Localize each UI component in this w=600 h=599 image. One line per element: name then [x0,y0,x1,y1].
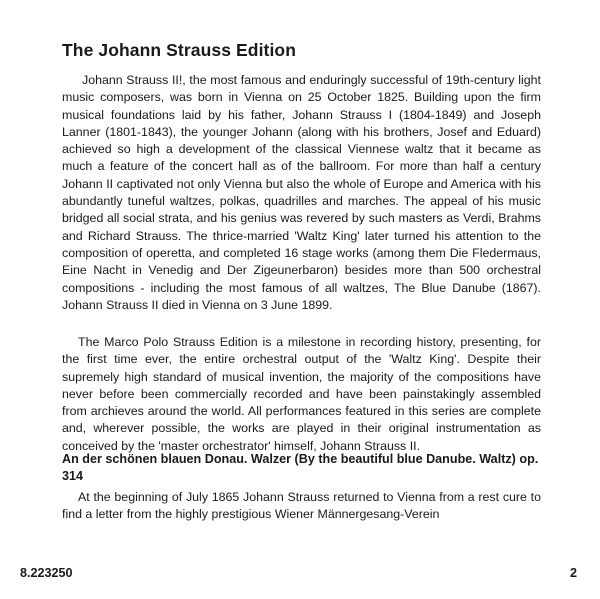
page-title: The Johann Strauss Edition [62,40,297,60]
paragraph-biography: Johann Strauss II!, the most famous and enduringly successful of 19th-century light music composers, was born in Vienna on 25 October 1825. Building upon the firm musical foundations laid by his father, Johann Strauss I (1804-1849) and Joseph Lanner (1801-1843), the younger Johann (along with his brothers, Josef and Eduard) achieved so high a development of the classical Viennese waltz that it became as much a feature of the concert hall as of the ballroom. For more than half a century Johann II captivated not only Vienna but also the whole of Europe and America with his abundantly tuneful waltzes, polkas, quadrilles and marches. The appeal of his music bridged all social strata, and his genius was revered by such masters as Verdi, Brahms and Richard Strauss. The thrice-married 'Waltz King' later turned his attention to the composition of operetta, and completed 16 stage works (among them Die Fledermaus, Eine Nacht in Venedig and Der Zigeunerbaron) besides more than 500 orchestral compositions - including the most famous of all waltzes, The Blue Danube (1867). Johann Strauss II died in Vienna on 3 June 1899. [62,73,541,312]
paragraph-blue-danube: At the beginning of July 1865 Johann Strauss returned to Vienna from a rest cure to find a letter from the highly prestigious Wiener Männergesang-Verein [62,490,541,522]
paragraph-edition: The Marco Polo Strauss Edition is a milestone in recording history, presenting, for the first time ever, the entire orchestral output of the 'Waltz King'. Despite their supremely high standard of musical invention, the majority of the compositions have never before been commercially recorded and have been painstakingly assembled from archieves around the world. All performances featured in this series are complete and, wherever possible, the works are played in their original instrumentation as conceived by the 'master orchestrator' himself, Johann Strauss II. [62,335,541,453]
page-number: 2 [570,566,578,580]
catalog-number: 8.223250 [20,566,73,580]
section-heading: An der schönen blauen Donau. Walzer (By the beautiful blue Danube. Waltz) op. 314 [62,452,539,483]
